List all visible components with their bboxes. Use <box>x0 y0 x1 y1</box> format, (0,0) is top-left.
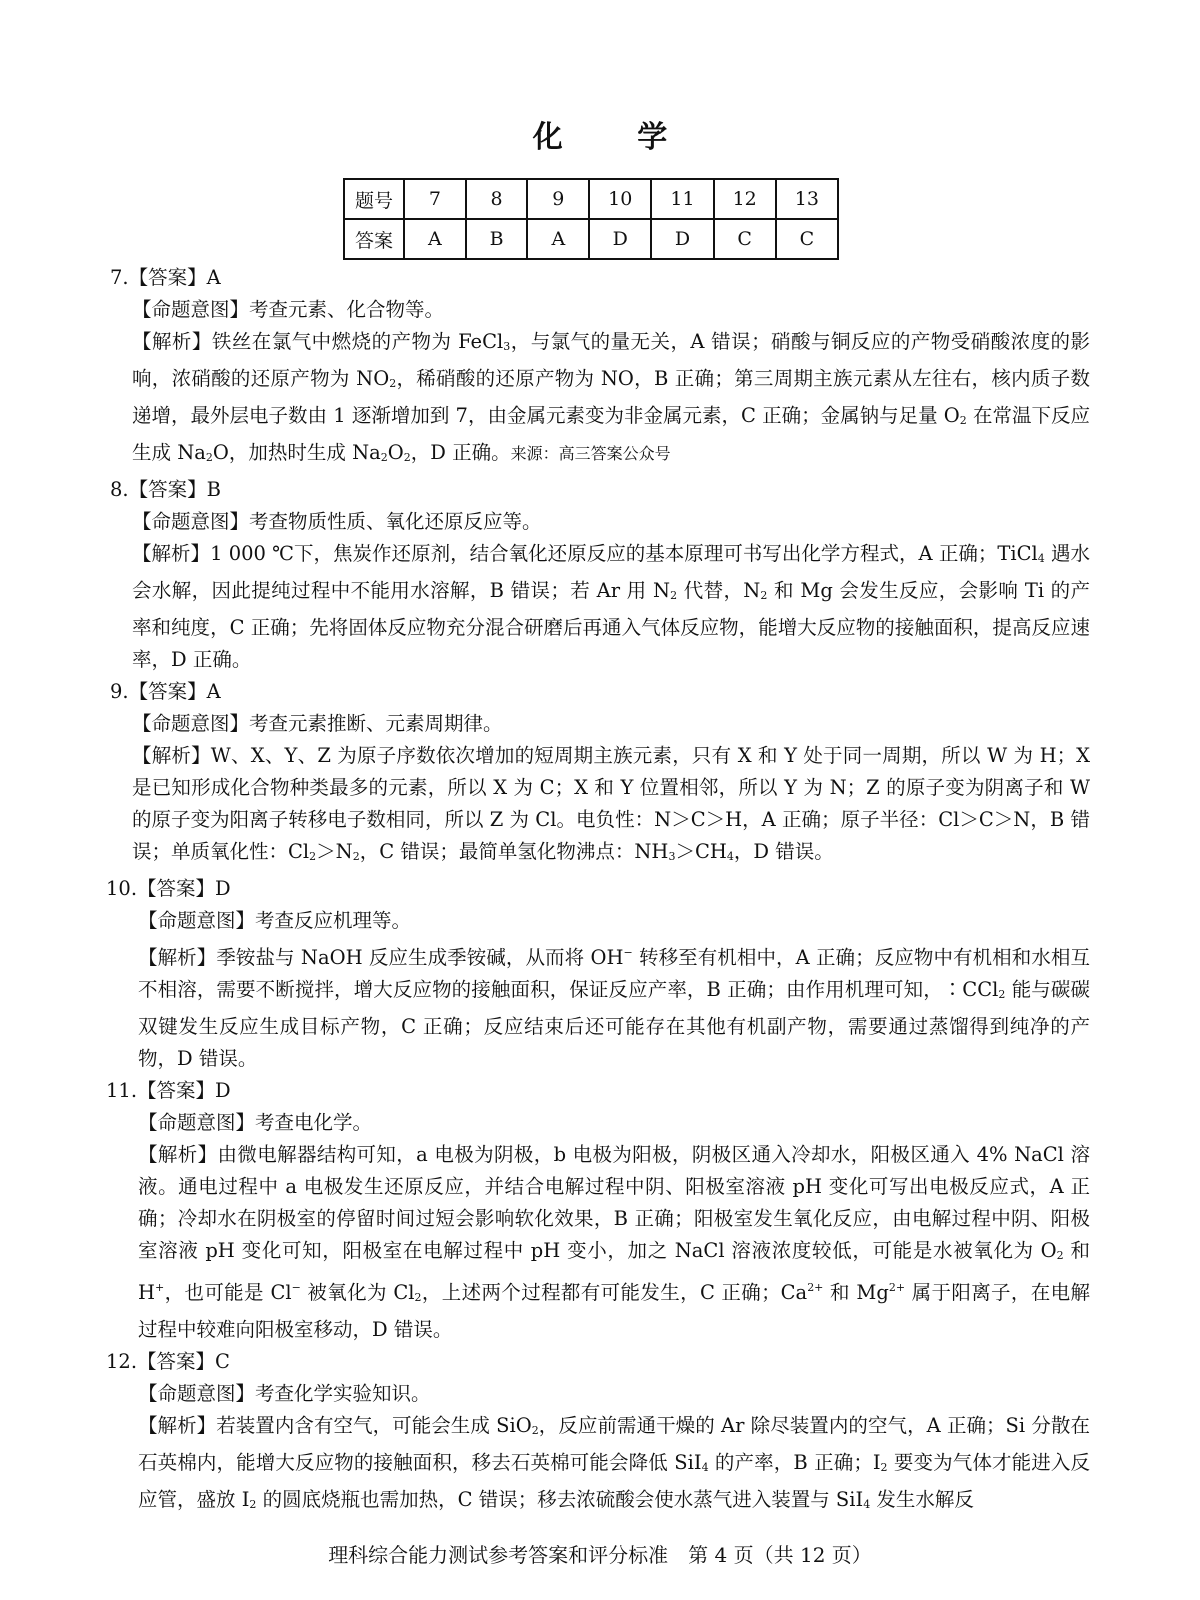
answer-table-row-numbers <box>344 179 838 219</box>
subscript: 2 <box>760 589 768 602</box>
q10-analysis-text: 转移至有机相中，A 正确；反应物中有机相和水相互不相溶，需要不断搅拌，增大反应物的接触面积，保证反应产率，B 正确；由作用机理可知，∶CCl <box>138 946 1090 1001</box>
q9-analysis-text: ＞CH <box>675 840 727 863</box>
answer-table-number: 11 <box>651 179 713 219</box>
q10-analysis-text: 能与碳碳双键发生反应生成目标产物，C 正确；反应结束后还可能存在其他有机副产物，需要通过蒸馏得到纯净的产物，D 错误。 <box>138 978 1091 1070</box>
q8-intent: 【命题意图】考查物质性质、氧化还原反应等。 <box>132 510 542 533</box>
q11-analysis-text: 【解析】由微电解器结构可知，a 电极为阴极，b 电极为阳极，阴极区通入冷却水，阳极区通入 4% NaCl 溶液。通电过程中 a 电极发生还原反应，并结合电解过程中阴、阳极室溶液 pH 变化可写出电极反应式，A 正确；冷却水在阴极室的停留时间过短会影响软化效果，B 正确；阳极室发生氧化反应，由电解过程中阴、阳极室溶液 pH 变化可知，阳极室在电解过程中 pH 变小，加之 NaCl 溶液浓度较低，可能是水被氧化为 O <box>138 1143 1090 1262</box>
q9-analysis <box>132 740 1090 873</box>
subscript: 2 <box>414 1291 422 1304</box>
answer-table-number: 12 <box>714 179 776 219</box>
answer-table <box>343 178 839 260</box>
subscript: 2 <box>403 451 411 464</box>
q8-analysis-text: 遇水会水解，因此提纯过程中不能用水溶解，B 错误；若 Ar 用 N <box>132 542 1090 602</box>
q12-analysis-text: 要变为气体才能进入反应管，盛放 I <box>138 1451 1091 1511</box>
answer-table-answer: B <box>466 219 528 259</box>
source-note: 来源：高三答案公众号 <box>510 444 671 463</box>
q11-analysis-text: 属于阳离子，在电解过程中较难向阳极室移动，D 错误。 <box>138 1281 1090 1341</box>
subscript: 2 <box>998 988 1006 1001</box>
superscript: − <box>291 1281 301 1294</box>
subscript: 2 <box>249 1498 257 1511</box>
q12-answer: 12.【答案】C <box>106 1350 230 1373</box>
q12-analysis-text: ，反应前需通干燥的 Ar 除尽装置内的空气，A 正确；Si 分散在石英棉内，能增大反应物的接触面积，移去石英棉可能会降低 SiI <box>138 1414 1090 1474</box>
q11-analysis-text: ，也可能是 Cl <box>164 1281 292 1304</box>
page-title: 化 学 <box>532 120 700 155</box>
q12-analysis-text: 发生水解反 <box>870 1488 974 1511</box>
q10-analysis-text: 【解析】季铵盐与 NaOH 反应生成季铵碱，从而将 OH <box>138 946 624 969</box>
subscript: 4 <box>726 850 734 863</box>
superscript: − <box>623 946 633 959</box>
answer-table-answer: C <box>714 219 776 259</box>
subscript: 2 <box>309 850 317 863</box>
subscript: 2 <box>880 1461 888 1474</box>
subscript: 2 <box>380 451 388 464</box>
answer-table-answer-label: 答案 <box>344 219 404 259</box>
answer-table-number: 8 <box>466 179 528 219</box>
q12-analysis-text: 【解析】若装置内含有空气，可能会生成 SiO <box>138 1414 532 1437</box>
q8-analysis-text: 【解析】1 000 ℃下，焦炭作还原剂，结合氧化还原反应的基本原理可书写出化学方程式，A 正确；TiCl <box>132 542 1038 565</box>
q7-analysis-text: O，加热时生成 Na <box>212 441 381 464</box>
answer-table-number: 13 <box>776 179 838 219</box>
q9-analysis-text: ，C 错误；最简单氢化物沸点：NH <box>359 840 669 863</box>
q9-analysis-text: ＞N <box>316 840 353 863</box>
answer-table-answer: D <box>589 219 651 259</box>
q7-analysis-text: ，D 正确。 <box>410 441 511 464</box>
answer-table-answer: A <box>527 219 589 259</box>
q11-analysis-text: ，上述两个过程都有可能发生，C 正确；Ca <box>421 1281 808 1304</box>
answer-explanations <box>106 262 1091 1521</box>
q7-analysis-text: 在常温下反应生成 Na <box>132 404 1090 464</box>
answer-table-number: 7 <box>404 179 466 219</box>
q12-analysis <box>138 1410 1090 1521</box>
q7-intent: 【命题意图】考查元素、化合物等。 <box>132 298 445 321</box>
subscript: 2 <box>389 377 397 390</box>
superscript: + <box>155 1281 165 1294</box>
q11-analysis-text: 和 H <box>138 1239 1090 1304</box>
subscript: 2 <box>531 1424 539 1437</box>
q11-analysis <box>138 1139 1090 1346</box>
superscript: 2+ <box>807 1281 824 1294</box>
q7-answer: 7.【答案】A <box>110 266 221 289</box>
q7-analysis-text: O <box>387 441 404 464</box>
q12-analysis-text: 的产率，B 正确；I <box>708 1451 881 1474</box>
subscript: 4 <box>701 1461 709 1474</box>
q11-answer: 11.【答案】D <box>106 1079 231 1102</box>
q12-intent: 【命题意图】考查化学实验知识。 <box>138 1382 431 1405</box>
subscript: 2 <box>205 451 213 464</box>
q12-analysis-text: 的圆底烧瓶也需加热，C 错误；移去浓硫酸会使水蒸气进入装置与 SiI <box>256 1488 864 1511</box>
q7-analysis-text: ，稀硝酸的还原产物为 NO，B 正确；第三周期主族元素从左往右，核内质子数递增，最外层电子数由 1 逐渐增加到 7，由金属元素变为非金属元素，C 正确；金属钠与足量 O <box>132 367 1090 427</box>
q8-analysis <box>132 538 1090 676</box>
subscript: 2 <box>352 850 360 863</box>
answer-table-row-answers <box>344 219 838 259</box>
q11-intent: 【命题意图】考查电化学。 <box>138 1111 373 1134</box>
q9-intent: 【命题意图】考查元素推断、元素周期律。 <box>132 712 503 735</box>
q10-analysis <box>138 937 1090 1075</box>
superscript: 2+ <box>888 1281 906 1294</box>
answer-table-answer: D <box>651 219 713 259</box>
q11-analysis-text: 和 Mg <box>823 1281 889 1304</box>
q10-intent: 【命题意图】考查反应机理等。 <box>138 909 412 932</box>
q7-analysis <box>132 326 1090 474</box>
subscript: 4 <box>1037 552 1045 565</box>
subscript: 2 <box>670 589 678 602</box>
subscript: 2 <box>959 414 967 427</box>
subscript: 2 <box>1056 1249 1064 1262</box>
q11-analysis-text: 被氧化为 Cl <box>300 1281 415 1304</box>
page-footer: 理科综合能力测试参考答案和评分标准 第 4 页（共 12 页） <box>328 1543 872 1567</box>
q8-analysis-text: 和 Mg 会发生反应，会影响 Ti 的产率和纯度，C 正确；先将固体反应物充分混合研磨后再通入气体反应物，能增大反应物的接触面积，提高反应速率，D 正确。 <box>132 579 1091 671</box>
answer-table-header-label: 题号 <box>344 179 404 219</box>
q9-analysis-text: ，D 错误。 <box>733 840 834 863</box>
answer-table-number: 10 <box>589 179 651 219</box>
answer-table-answer: C <box>776 219 838 259</box>
q9-answer: 9.【答案】A <box>110 680 221 703</box>
answer-table-number: 9 <box>527 179 589 219</box>
q8-analysis-text: 代替，N <box>677 579 761 602</box>
q7-analysis-text: ，与氯气的量无关，A 错误；硝酸与铜反应的产物受硝酸浓度的影响，浓硝酸的还原产物为 NO <box>132 330 1091 390</box>
q10-answer: 10.【答案】D <box>106 877 231 900</box>
q7-analysis-text: 【解析】铁丝在氯气中燃烧的产物为 FeCl <box>132 330 504 353</box>
subscript: 4 <box>863 1498 871 1511</box>
q8-answer: 8.【答案】B <box>110 478 221 501</box>
answer-table-answer: A <box>404 219 466 259</box>
q9-analysis-text: 【解析】W、X、Y、Z 为原子序数依次增加的短周期主族元素，只有 X 和 Y 处于同一周期，所以 W 为 H；X 是已知形成化合物种类最多的元素，所以 X 为 C；X 和 Y 位置相邻，所以 Y 为 N；Z 的原子变为阴离子和 W 的原子变为阳离子转移电子数相同，所以 Z 为 Cl。电负性：N＞C＞H，A 正确；原子半径：Cl＞C＞N，B 错误；单质氧化性：Cl <box>132 744 1090 863</box>
subscript: 3 <box>503 340 511 353</box>
subscript: 3 <box>668 850 676 863</box>
